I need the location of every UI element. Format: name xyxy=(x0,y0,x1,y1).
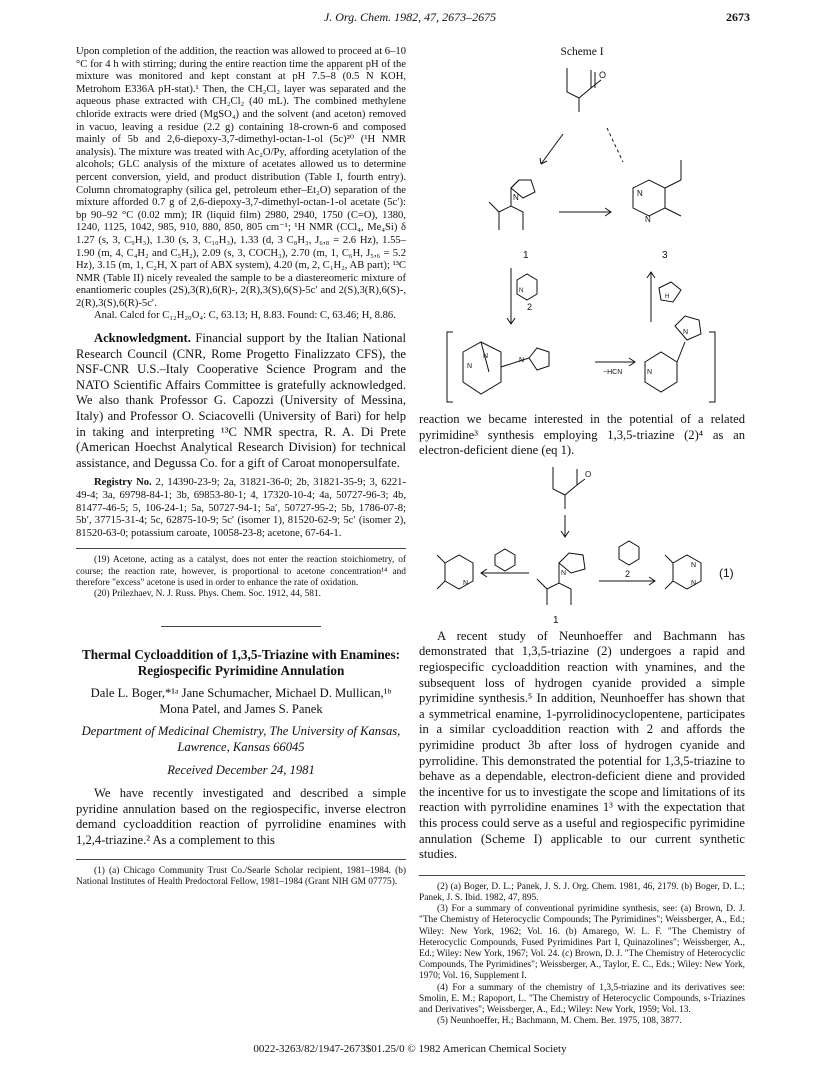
svg-text:N: N xyxy=(561,569,567,577)
left-column xyxy=(76,46,406,888)
enamine-structure xyxy=(489,180,535,230)
eq-compound-2-label: 2 xyxy=(625,568,631,579)
main-paragraph: A recent study of Neunhoeffer and Bachmann has demonstrated that 1,3,5-triazine (2) undergoes a rapid and regiospecific cycloaddition reaction with ynamines, and the subsequent loss of hydrogen cyanide provided a simple pyrimidine synthesis.⁵ In addition, Neunhoeffer has shown that a symmetrical enamine, 1-pyrrolidinocyclopentene, participates in a similar cycloaddition reaction with 2 and affords the pyrimidine product 3b after loss of hydrogen cyanide and pyrrolidine. This demonstrated the potential for 1,3,5-triazine to behave as a dependable, electron-deficient diene and provided the incentive for us to investigate the scope and limitations of its reaction with pyrrolidine enamines 1³ with the expectation that this process could serve as a useful and regiospecific pyrimidine annulation (Scheme I) applicable to our current synthetic studies. xyxy=(419,628,745,862)
arrow-to-pyrimidine xyxy=(607,128,623,162)
equation-number: (1) xyxy=(719,565,734,580)
acknowledgment-paragraph xyxy=(76,331,406,471)
scheme-1 xyxy=(419,46,745,408)
footnote-divider-2 xyxy=(76,859,406,860)
acknowledgment-text: Financial support by the Italian National Research Council (CNR, Rome Progetto Finalizzato CFS), the NSF-CNR U.S.–Italy Cooperative Science Program and the NATO Scientific Affairs Committee is gratefully acknowledged. We also thank Professor G. Capozzi (University of Messina, Italy) and Professor O. Sciacovelli (University of Bari) for help in taking and interpreting ¹³C NMR spectra, R. A. Di Prete (American Hoechst Analytical Research Division) for technical assistance, and Degussa Co. for a gift of Caroat monopersulfate. xyxy=(76,331,406,470)
footnote-20: (20) Prilezhaev, N. J. Russ. Phys. Chem. Soc. 1912, 44, 581. xyxy=(94,588,321,599)
arrow-to-enamine xyxy=(541,134,563,164)
svg-text:N: N xyxy=(647,369,653,376)
bracket-right xyxy=(709,332,715,402)
svg-text:N: N xyxy=(645,215,651,224)
eq-enamine-structure xyxy=(537,553,585,605)
acknowledgment-heading: Acknowledgment. xyxy=(94,331,191,346)
ketone-structure xyxy=(567,68,601,112)
eq-compound-1-label: 1 xyxy=(553,614,559,626)
svg-text:N: N xyxy=(519,357,525,364)
equation-1-drawing xyxy=(419,459,745,627)
svg-text:N: N xyxy=(691,561,697,569)
footnote-4: (4) For a summary of the chemistry of 1,3,5-triazine and its derivatives see: Smolin, E. M.; Rapoport, L. "The Chemistry of Heterocyclic Compounds, s-Triazines and Derivatives"; Weissberger, A., Ed.; Wiley: New York, 1959; Vol. 13. xyxy=(419,982,745,1015)
received-date: Received December 24, 1981 xyxy=(167,762,315,777)
pyrimidine-structure xyxy=(633,160,681,216)
triazine-structure xyxy=(517,274,537,300)
intro-paragraph: We have recently investigated and described a simple pyridine annulation based on the regiospecific, inverse electron demand cycloaddition reaction of pyrrolidine enamines with 1,2,4-triazine.² As a complement to this xyxy=(76,786,406,847)
bracket-left xyxy=(447,332,453,402)
svg-text:N: N xyxy=(483,353,489,360)
eq-ketone-structure xyxy=(553,467,585,509)
svg-text:N: N xyxy=(637,189,643,198)
footnote-2: (2) (a) Boger, D. L.; Panek, J. S. J. Org. Chem. 1981, 46, 2179. (b) Boger, D. L.; Panek, J. S. Ibid. 1982, 47, 895. xyxy=(419,881,745,903)
svg-text:N: N xyxy=(683,329,689,336)
registry-text: 2, 14390-23-9; 2a, 31821-36-0; 2b, 31821-35-9; 3, 6221-49-4; 3a, 69798-84-1; 3b, 69853-80-1; 4, 17320-10-4; 4a, 50727-96-3; 4b, 81477-46-5; 5, 106-24-1; 5a, 50727-94-1; 5a′, 50727-95-2; 5b, 1786-07-8; 5b′, 37715-31-4; 5c, 62875-10-9; 5c′ (isomer 1), 81520-62-9; 5c′ (isomer 2), 81520-63-0; potassium caroate, 10058-23-8; acetone, 67-64-1. xyxy=(76,477,406,539)
oxygen-label: O xyxy=(599,70,607,80)
compound-2-label: 2 xyxy=(527,302,533,312)
footnote-3: (3) For a summary of conventional pyrimidine synthesis, see: (a) Brown, D. J. "The Chemistry of Heterocyclic Compounds; The Pyrimidines"; Weissberger, A., Ed.; Wiley: New York, 1962; Vol. 16. (b) Amarego, W. L. F. "The Chemistry of Heterocyclic Compounds, Fused Pyrimidines Part I, Quinazolines"; Weissberger, A., Ed.; Wiley: New York, 1967; Vol. 24. (c) Brown, D. J. "The Chemistry of Heterocyclic Compounds, The Pyrimidines"; Weissberger, A., Taylor, E. C., Eds.; Wiley: New York, 1970; Vol. 16, Supplement I. xyxy=(419,904,745,982)
loss-hcn-label: −HCN xyxy=(603,369,623,376)
affiliation: Department of Medicinal Chemistry, The University of Kansas, Lawrence, Kansas 66045 xyxy=(81,724,401,754)
compound-1-label: 1 xyxy=(523,250,529,261)
analysis-paragraph: Anal. Calcd for C₁₂H₂₀O₄: C, 63.13; H, 8.83. Found: C, 63.46; H, 8.86. xyxy=(94,310,396,322)
dihydropyrimidine-structure xyxy=(645,316,701,392)
equation-1 xyxy=(419,459,745,627)
footnote-19: (19) Acetone, acting as a catalyst, does not enter the reaction stoichiometry, of course; the reaction rate, however, is proportional to acetone concentration¹⁴ and therefore "excess" acetone is used in order to enhance the rate of oxidation. xyxy=(76,555,406,588)
svg-text:N: N xyxy=(691,579,697,587)
eq-triazine-structure xyxy=(619,541,639,565)
article-divider xyxy=(161,626,321,627)
right-column xyxy=(419,46,745,1027)
footnote-5: (5) Neunhoeffer, H.; Bachmann, M. Chem. Ber. 1975, 108, 3877. xyxy=(437,1016,682,1027)
page-number: 2673 xyxy=(726,10,750,24)
compound-3-label: 3 xyxy=(662,250,668,261)
copyright-footer: 0022-3263/82/1947-2673$01.25/0 © 1982 American Chemical Society xyxy=(253,1043,567,1055)
svg-text:H: H xyxy=(665,294,670,300)
svg-text:N: N xyxy=(519,288,524,294)
scheme-title: Scheme I xyxy=(560,46,604,58)
footnote-divider xyxy=(76,548,406,549)
registry-paragraph xyxy=(76,477,406,540)
svg-text:N: N xyxy=(463,579,469,587)
continuation-paragraph: reaction we became interested in the potential of a related pyrimidine³ synthesis employing 1,3,5-triazine (2)⁴ as an electron-deficient diene (eq 1). xyxy=(419,412,745,458)
scheme-1-drawing xyxy=(419,62,745,407)
footnote-1: (1) (a) Chicago Community Trust Co./Searle Scholar recipient, 1981–1984. (b) National Institutes of Health Predoctoral Fellow, 1981–1984 (Grant NIH GM 07775). xyxy=(76,865,406,887)
svg-text:O: O xyxy=(585,469,592,479)
author-list: Dale L. Boger,*¹ᵃ Jane Schumacher, Michael D. Mullican,¹ᵇ Mona Patel, and James S. Panek xyxy=(90,686,392,716)
article-title: Thermal Cycloaddition of 1,3,5-Triazine with Enamines: Regiospecific Pyrimidine Annulation xyxy=(81,647,401,679)
registry-heading: Registry No. xyxy=(94,477,152,489)
experimental-paragraph: Upon completion of the addition, the reaction was allowed to proceed at 6–10 °C for 4 h with stirring; during the entire reaction time the apparent pH of the mixture was monitored and kept constant at pH 7.5–8 (0.5 N KOH, Metrohom E336A pH-stat).¹ Then, the CH₂Cl₂ layer was separated and the aqueous phase extracted with CH₂Cl₂ (40 mL). The combined methylene chloride extracts were dried (MgSO₄) and the solvent (and aceton) removed in vacuo, leaving a residue (2.2 g) containing 18-crown-6 and composed mainly of 5b and 2,6-diepoxy-3,7-dimethyl-octan-1-ol (5c)²⁰ (¹H NMR analysis). The mixture was treated with Ac₂O/Py, affording acetylation of the alcohols; GLC analysis of the mixture of acetates allowed us to determine percent conversion, yield, and product distribution (Table I, fourth entry). Column chromatography (silica gel, petroleum ether–Et₂O) separation of the mixture afforded 0.7 g of 2,6-diepoxy-3,7-dimethyl-octan-1-ol acetate (5c′): bp 90–92 °C (0.02 mm); IR (liquid film) 2980, 2940, 1750 (C=O), 1380, 1240, 1125, 1042, 985, 910, 880, 850, 805 cm⁻¹; ¹H NMR (CCl₄, Me₄Si) δ 1.27 (s, 3, C₉H₃), 1.30 (s, 3, C₁₀H₃), 1.33 (d, 3 C₈H₃, J₆,₈ = 2.6 Hz), 1.55–1.90 (m, 4, C₄H₂ and C₅H₂), 2.09 (s, 3, COCH₃), 2.70 (m, 1, C₆H, J₅,₆ = 5.2 Hz), 3.15 (m, 1, C₂H, X part of ABX system), 4.20 (m, 2, C₁H₂, AB part); ¹³C NMR (Table II) nicely revealed the sample to be a diastereomeric mixture of enantiomeric couples (2S),3(R),6(R)-, 2(R),3(S),6(S)-5c′ and 2(S),3(R),6(S)-, 2(R),3(S),6(R)-5c′. xyxy=(76,46,406,309)
cycloadduct-structure xyxy=(463,342,549,394)
journal-citation: J. Org. Chem. 1982, 47, 2673–2675 xyxy=(323,10,497,24)
footnote-divider-right xyxy=(419,875,745,876)
svg-text:N: N xyxy=(467,363,473,370)
running-head xyxy=(0,10,820,30)
svg-text:N: N xyxy=(513,193,519,202)
